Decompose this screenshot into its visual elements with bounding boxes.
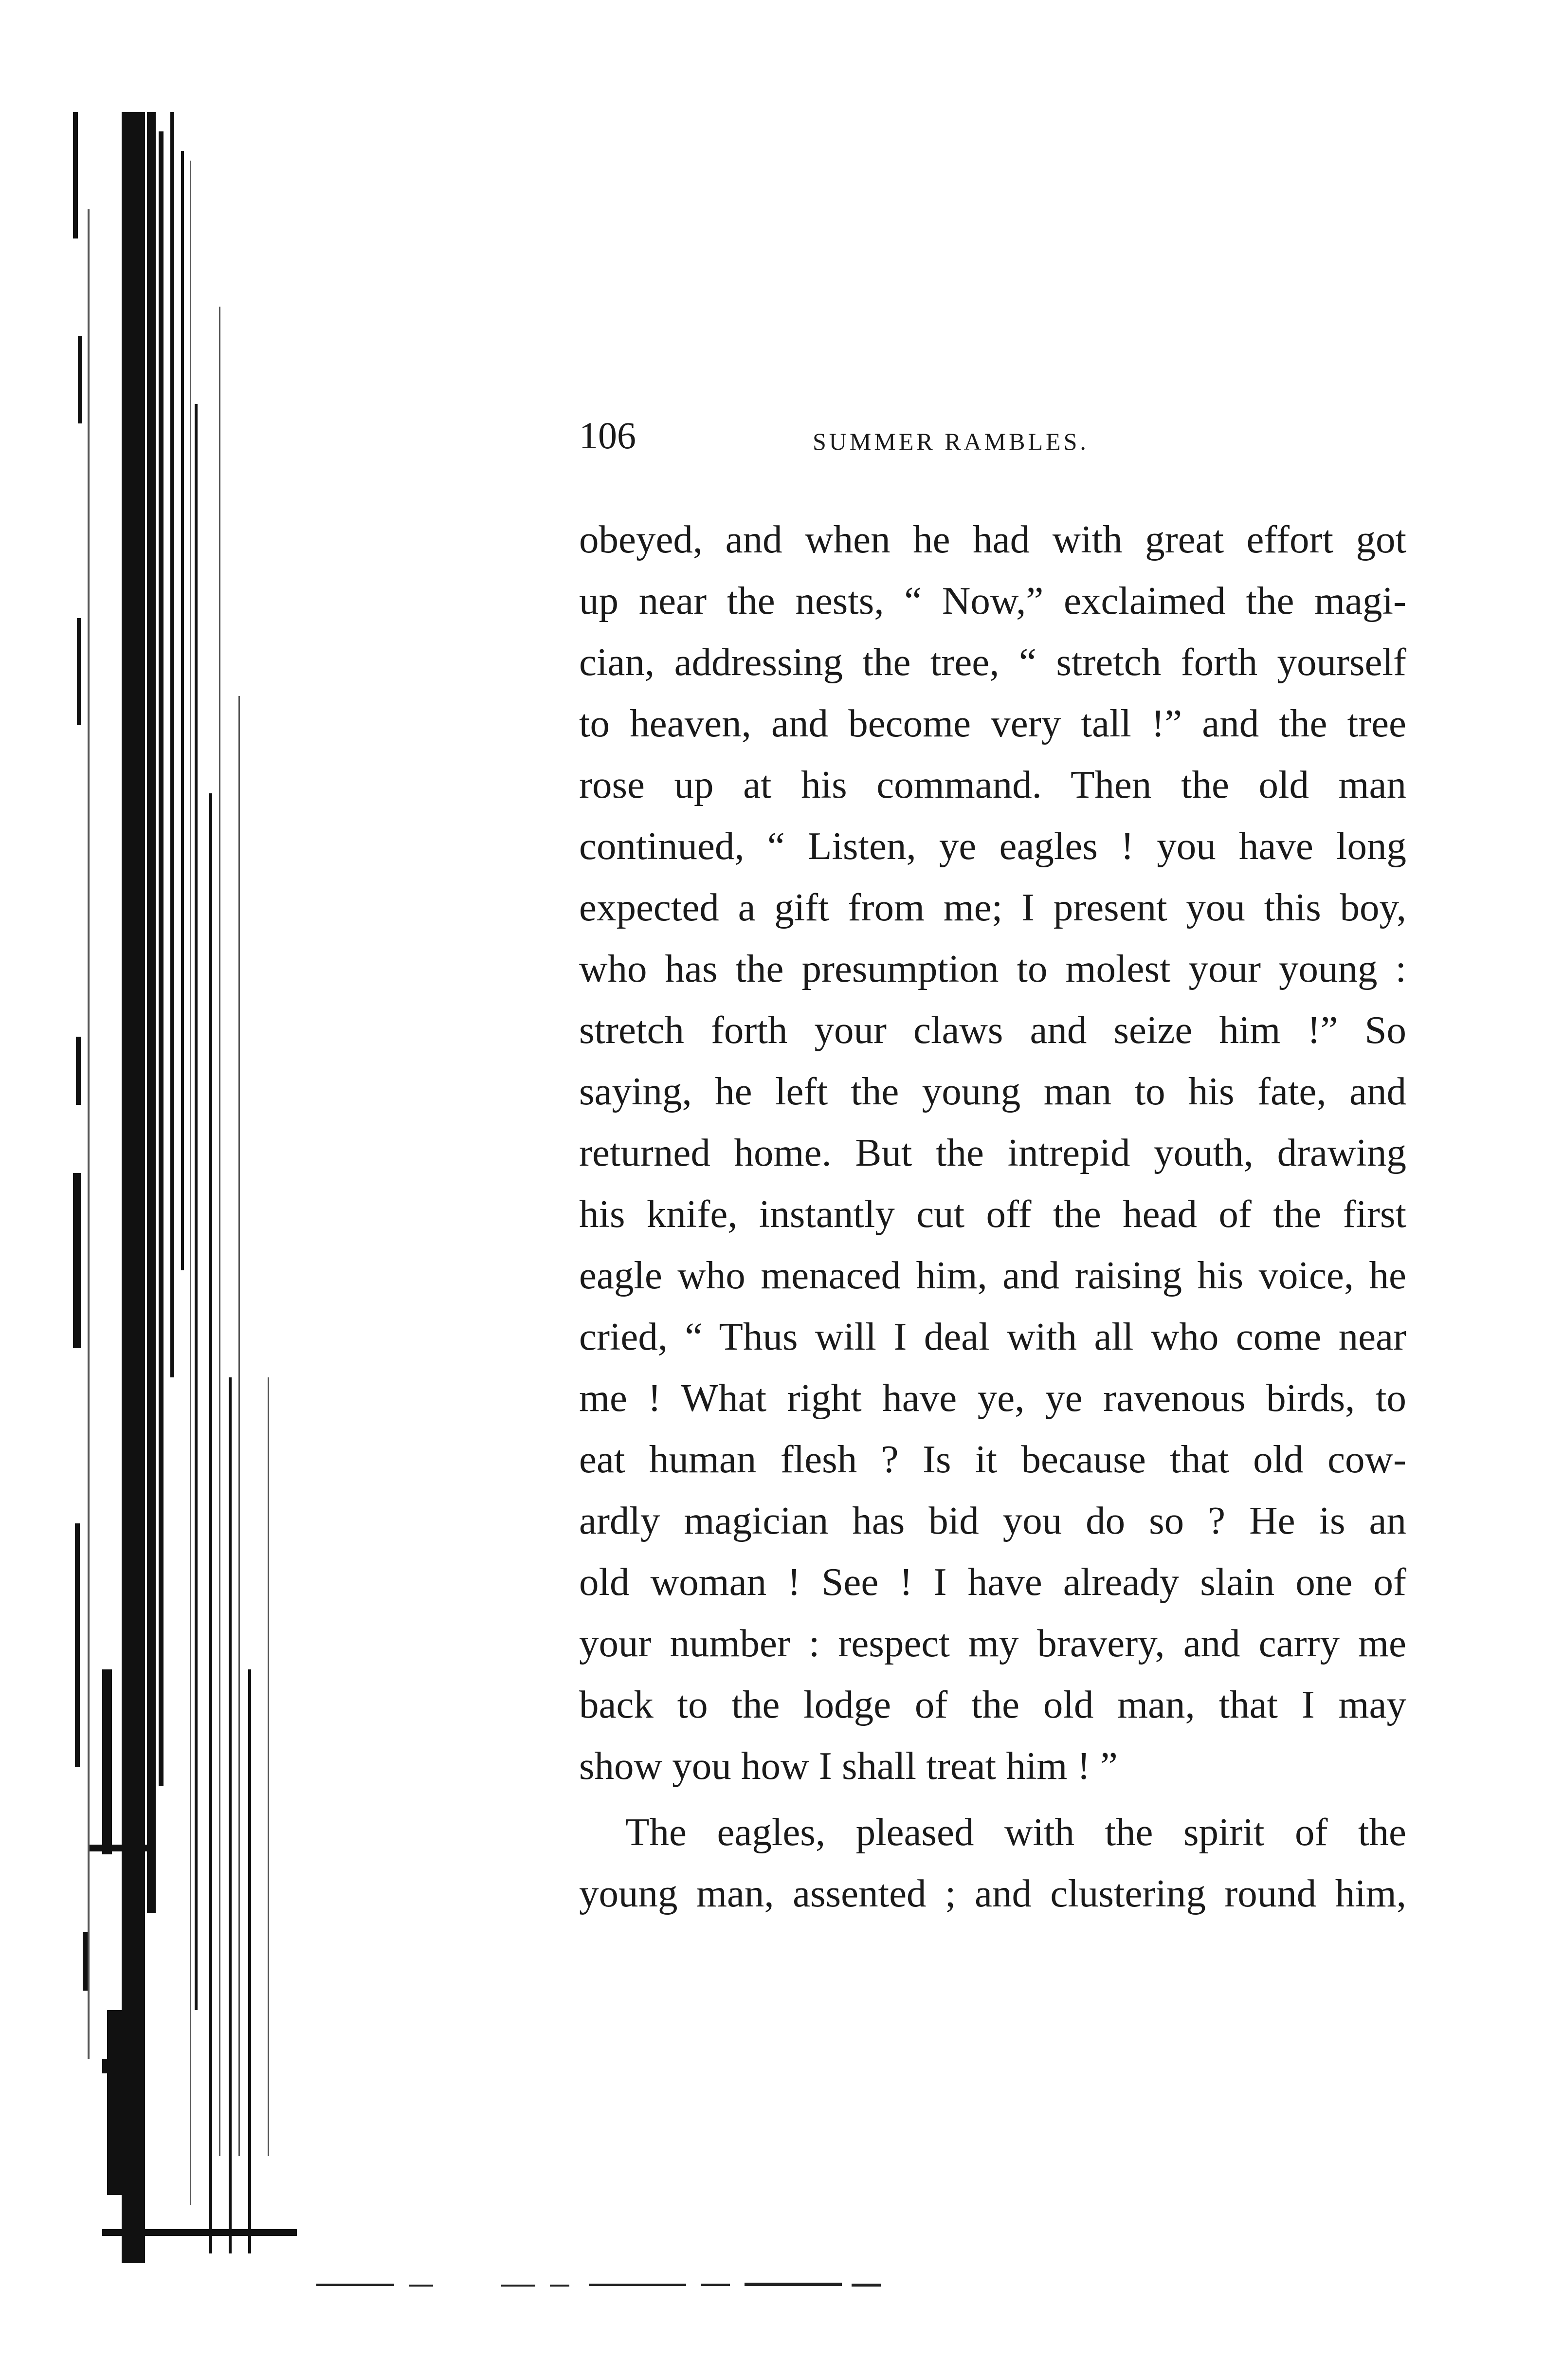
text-line: ardly magician has bid you do so ? He is an xyxy=(579,1499,1406,1542)
page-header xyxy=(579,409,1406,462)
text-line: old woman ! See ! I have already slain one of xyxy=(579,1560,1406,1604)
page-number: 106 xyxy=(579,414,636,457)
text-line: The eagles, pleased with the spirit of the xyxy=(625,1810,1406,1854)
text-line: eat human flesh ? Is it because that old cow- xyxy=(579,1437,1406,1481)
text-line: eagle who menaced him, and raising his voice, he xyxy=(579,1253,1406,1297)
text-line: show you how I shall treat him ! ” xyxy=(579,1744,1118,1788)
text-line: stretch forth your claws and seize him !” So xyxy=(579,1008,1406,1052)
text-line: his knife, instantly cut off the head of the first xyxy=(579,1192,1406,1236)
text-line: who has the presumption to molest your young : xyxy=(579,947,1406,990)
text-line: young man, assented ; and clustering round him, xyxy=(579,1871,1406,1915)
body-text xyxy=(579,509,1406,1924)
text-line: continued, “ Listen, ye eagles ! you have long xyxy=(579,824,1406,868)
binding-gutter-artifact xyxy=(73,112,302,2263)
text-line: obeyed, and when he had with great effort got xyxy=(579,517,1406,561)
text-line: me ! What right have ye, ye ravenous birds, to xyxy=(579,1376,1406,1420)
text-line: rose up at his command. Then the old man xyxy=(579,763,1406,806)
text-line: cried, “ Thus will I deal with all who come near xyxy=(579,1315,1406,1358)
text-line: up near the nests, “ Now,” exclaimed the magi- xyxy=(579,579,1406,622)
text-line: expected a gift from me; I present you this boy, xyxy=(579,885,1406,929)
running-head: SUMMER RAMBLES. xyxy=(813,428,1089,455)
text-line: your number : respect my bravery, and carry me xyxy=(579,1621,1406,1665)
text-line: to heaven, and become very tall !” and the tree xyxy=(579,701,1406,745)
text-line: saying, he left the young man to his fate, and xyxy=(579,1069,1406,1113)
text-line: returned home. But the intrepid youth, drawing xyxy=(579,1131,1406,1174)
text-line: cian, addressing the tree, “ stretch forth yourself xyxy=(579,640,1406,684)
text-line: back to the lodge of the old man, that I may xyxy=(579,1683,1406,1726)
bottom-scan-rule xyxy=(316,2278,886,2292)
